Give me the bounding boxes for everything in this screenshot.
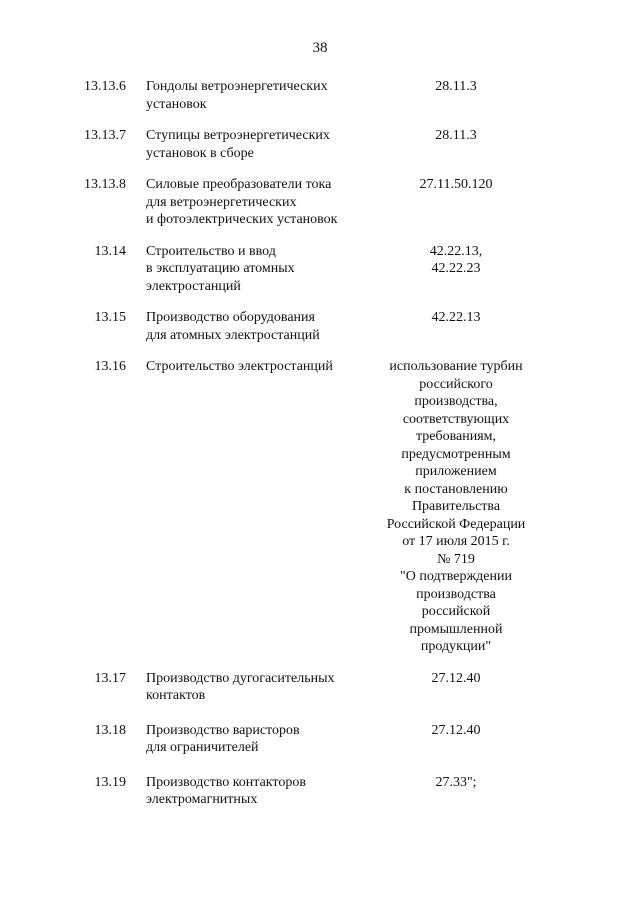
row-okpd-code [361,722,551,740]
description-line: Силовые преобразователи тока [146,177,332,192]
row-description [146,78,361,113]
okpd-line: продукции" [420,639,492,654]
description-line: и фотоэлектрических установок [146,212,338,227]
description-line: для ограничителей [146,740,259,755]
table-row [78,774,558,809]
row-code: 13.14 [94,243,126,259]
okpd-line: производства [416,586,496,602]
row-description [146,670,361,705]
row-code: 13.13.6 [84,79,126,94]
description-line: для атомных электростанций [146,327,320,343]
okpd-line: 42.22.13 [431,310,481,325]
description-line: Строительство электростанций [146,359,333,374]
table-row [78,309,558,344]
activity-table [78,78,558,809]
row-okpd-code [361,127,551,145]
description-line: электромагнитных [146,792,258,807]
okpd-line: 42.22.23 [431,261,481,276]
row-code: 13.13.7 [84,128,126,143]
row-okpd-code [361,243,551,278]
okpd-line: использование турбин [389,359,523,374]
row-description [146,243,361,296]
row-description [146,722,361,757]
okpd-line: российской [421,604,491,619]
okpd-line: соответствующих [402,411,510,427]
row-description [146,127,361,162]
row-description [146,176,361,229]
row-okpd-code [361,774,551,792]
okpd-line: производства, [414,394,498,409]
row-description [146,774,361,809]
okpd-line: требованиям, [415,429,497,444]
description-line: электростанций [146,278,241,294]
table-row [78,176,558,229]
row-okpd-code [361,670,551,688]
description-line: установок [146,96,207,112]
description-line: контактов [146,688,206,703]
okpd-line: к постановлению [404,481,508,497]
okpd-line: Правительства [411,499,501,514]
okpd-line: 27.11.50.120 [419,177,493,192]
row-okpd-code [361,78,551,96]
row-code: 13.19 [94,774,126,790]
page-number: 38 [312,40,328,56]
okpd-line: 27.33"; [435,774,477,790]
table-row [78,127,558,162]
description-line: Производство контакторов [146,774,306,790]
okpd-line: российского [419,376,493,392]
description-line: Строительство и ввод [146,243,276,259]
table-row [78,78,558,113]
okpd-line: 27.12.40 [431,670,481,686]
row-okpd-code [361,176,551,194]
table-row [78,243,558,296]
description-line: Производство оборудования [146,310,315,325]
row-code: 13.15 [94,310,126,325]
okpd-line: от 17 июля 2015 г. [402,534,510,549]
okpd-line: предусмотренным [401,446,511,462]
description-line: в эксплуатацию атомных [146,261,295,276]
row-code: 13.18 [94,722,126,738]
okpd-line: 42.22.13, [429,243,483,259]
description-line: для ветроэнергетических [146,194,297,210]
description-line: Производство варисторов [146,722,300,738]
okpd-line: 27.12.40 [431,722,481,738]
okpd-line: промышленной [409,621,503,637]
row-okpd-code [361,358,551,656]
okpd-line: № 719 [437,551,475,567]
description-line: установок в сборе [146,145,254,161]
table-row [78,722,558,757]
description-line: Ступицы ветроэнергетических [146,128,330,143]
row-code: 13.16 [94,359,126,374]
row-description [146,309,361,344]
row-description [146,358,361,376]
table-row [78,670,558,705]
okpd-line: Российской Федерации [386,516,526,532]
row-code: 13.17 [94,670,126,686]
description-line: Производство дугогасительных [146,670,335,686]
row-okpd-code [361,309,551,327]
okpd-line: "О подтверждении [400,569,512,584]
okpd-line: 28.11.3 [435,79,477,94]
okpd-line: приложением [415,464,497,479]
description-line: Гондолы ветроэнергетических [146,79,328,94]
row-code: 13.13.8 [84,177,126,192]
table-row [78,358,558,656]
okpd-line: 28.11.3 [435,128,477,143]
